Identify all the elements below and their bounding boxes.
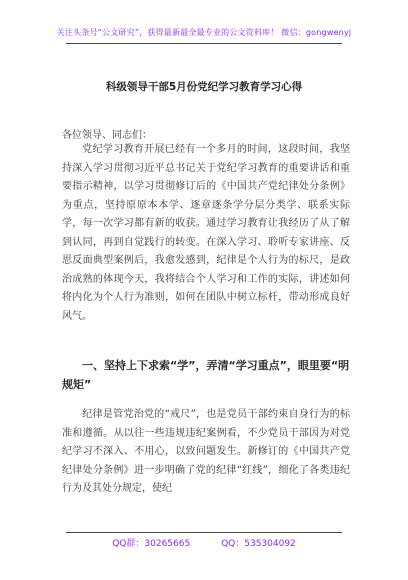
paragraph-1 <box>62 141 350 326</box>
footer <box>0 536 408 549</box>
header-note: 关注头条号“公文研究”，获得最新最全最专业的公文资料库！ 微信：gongwenyj <box>56 28 352 37</box>
footer-qq-number: QQ：535304092 <box>221 539 296 549</box>
footer-divider <box>66 532 342 533</box>
header-divider <box>66 43 342 44</box>
paragraph-2 <box>62 406 350 499</box>
paragraph-1-text: 党纪学习教育开展已经有一个多月的时间，这段时间，我坚持深入学习贯彻习近平总书记关于党纪学习教育的重要讲话和重要指示精神，以学习贯彻修订后的《中国共产党纪律处分条例》为重点，坚持原原本本学、逐章逐条学分层分类学、联系实际学，每一次学习都有新的收获。通过学习教育让我经历了从了解到认同，再到自觉践行的转变。在深入学习、聆听专家讲座、反思反面典型案例后，我愈发感到，纪律是个人行为的标尺，是政治成熟的体现今天，我将结合个人学习和工作的实际，讲述如何将内化为个人行为准则，如何在团队中树立标杆，带动形成良好风气。 <box>62 144 350 322</box>
section-heading-1-text: 一、坚持上下求索“学”，弄清“学习重点”，眼里要“明规矩” <box>62 359 350 391</box>
footer-qq-group: QQ群：30265665 <box>112 539 191 549</box>
document-title: 科级领导干部5月份党纪学习教育学习心得 <box>105 81 303 93</box>
salutation: 各位领导、同志们： <box>62 130 152 141</box>
section-heading-1 <box>62 357 350 394</box>
paragraph-2-text: 纪律是管党治党的“戒尺”，也是党员干部约束自身行为的标准和遵循。从以往一些违规违纪案例看，不少党员干部因为对党纪学习不深入、不用心，以致问题发生。新修订的《中国共产党纪律处分条例》进一步明确了党的纪律“红线”，细化了各类违纪行为及其处分规定，使纪 <box>62 409 350 494</box>
